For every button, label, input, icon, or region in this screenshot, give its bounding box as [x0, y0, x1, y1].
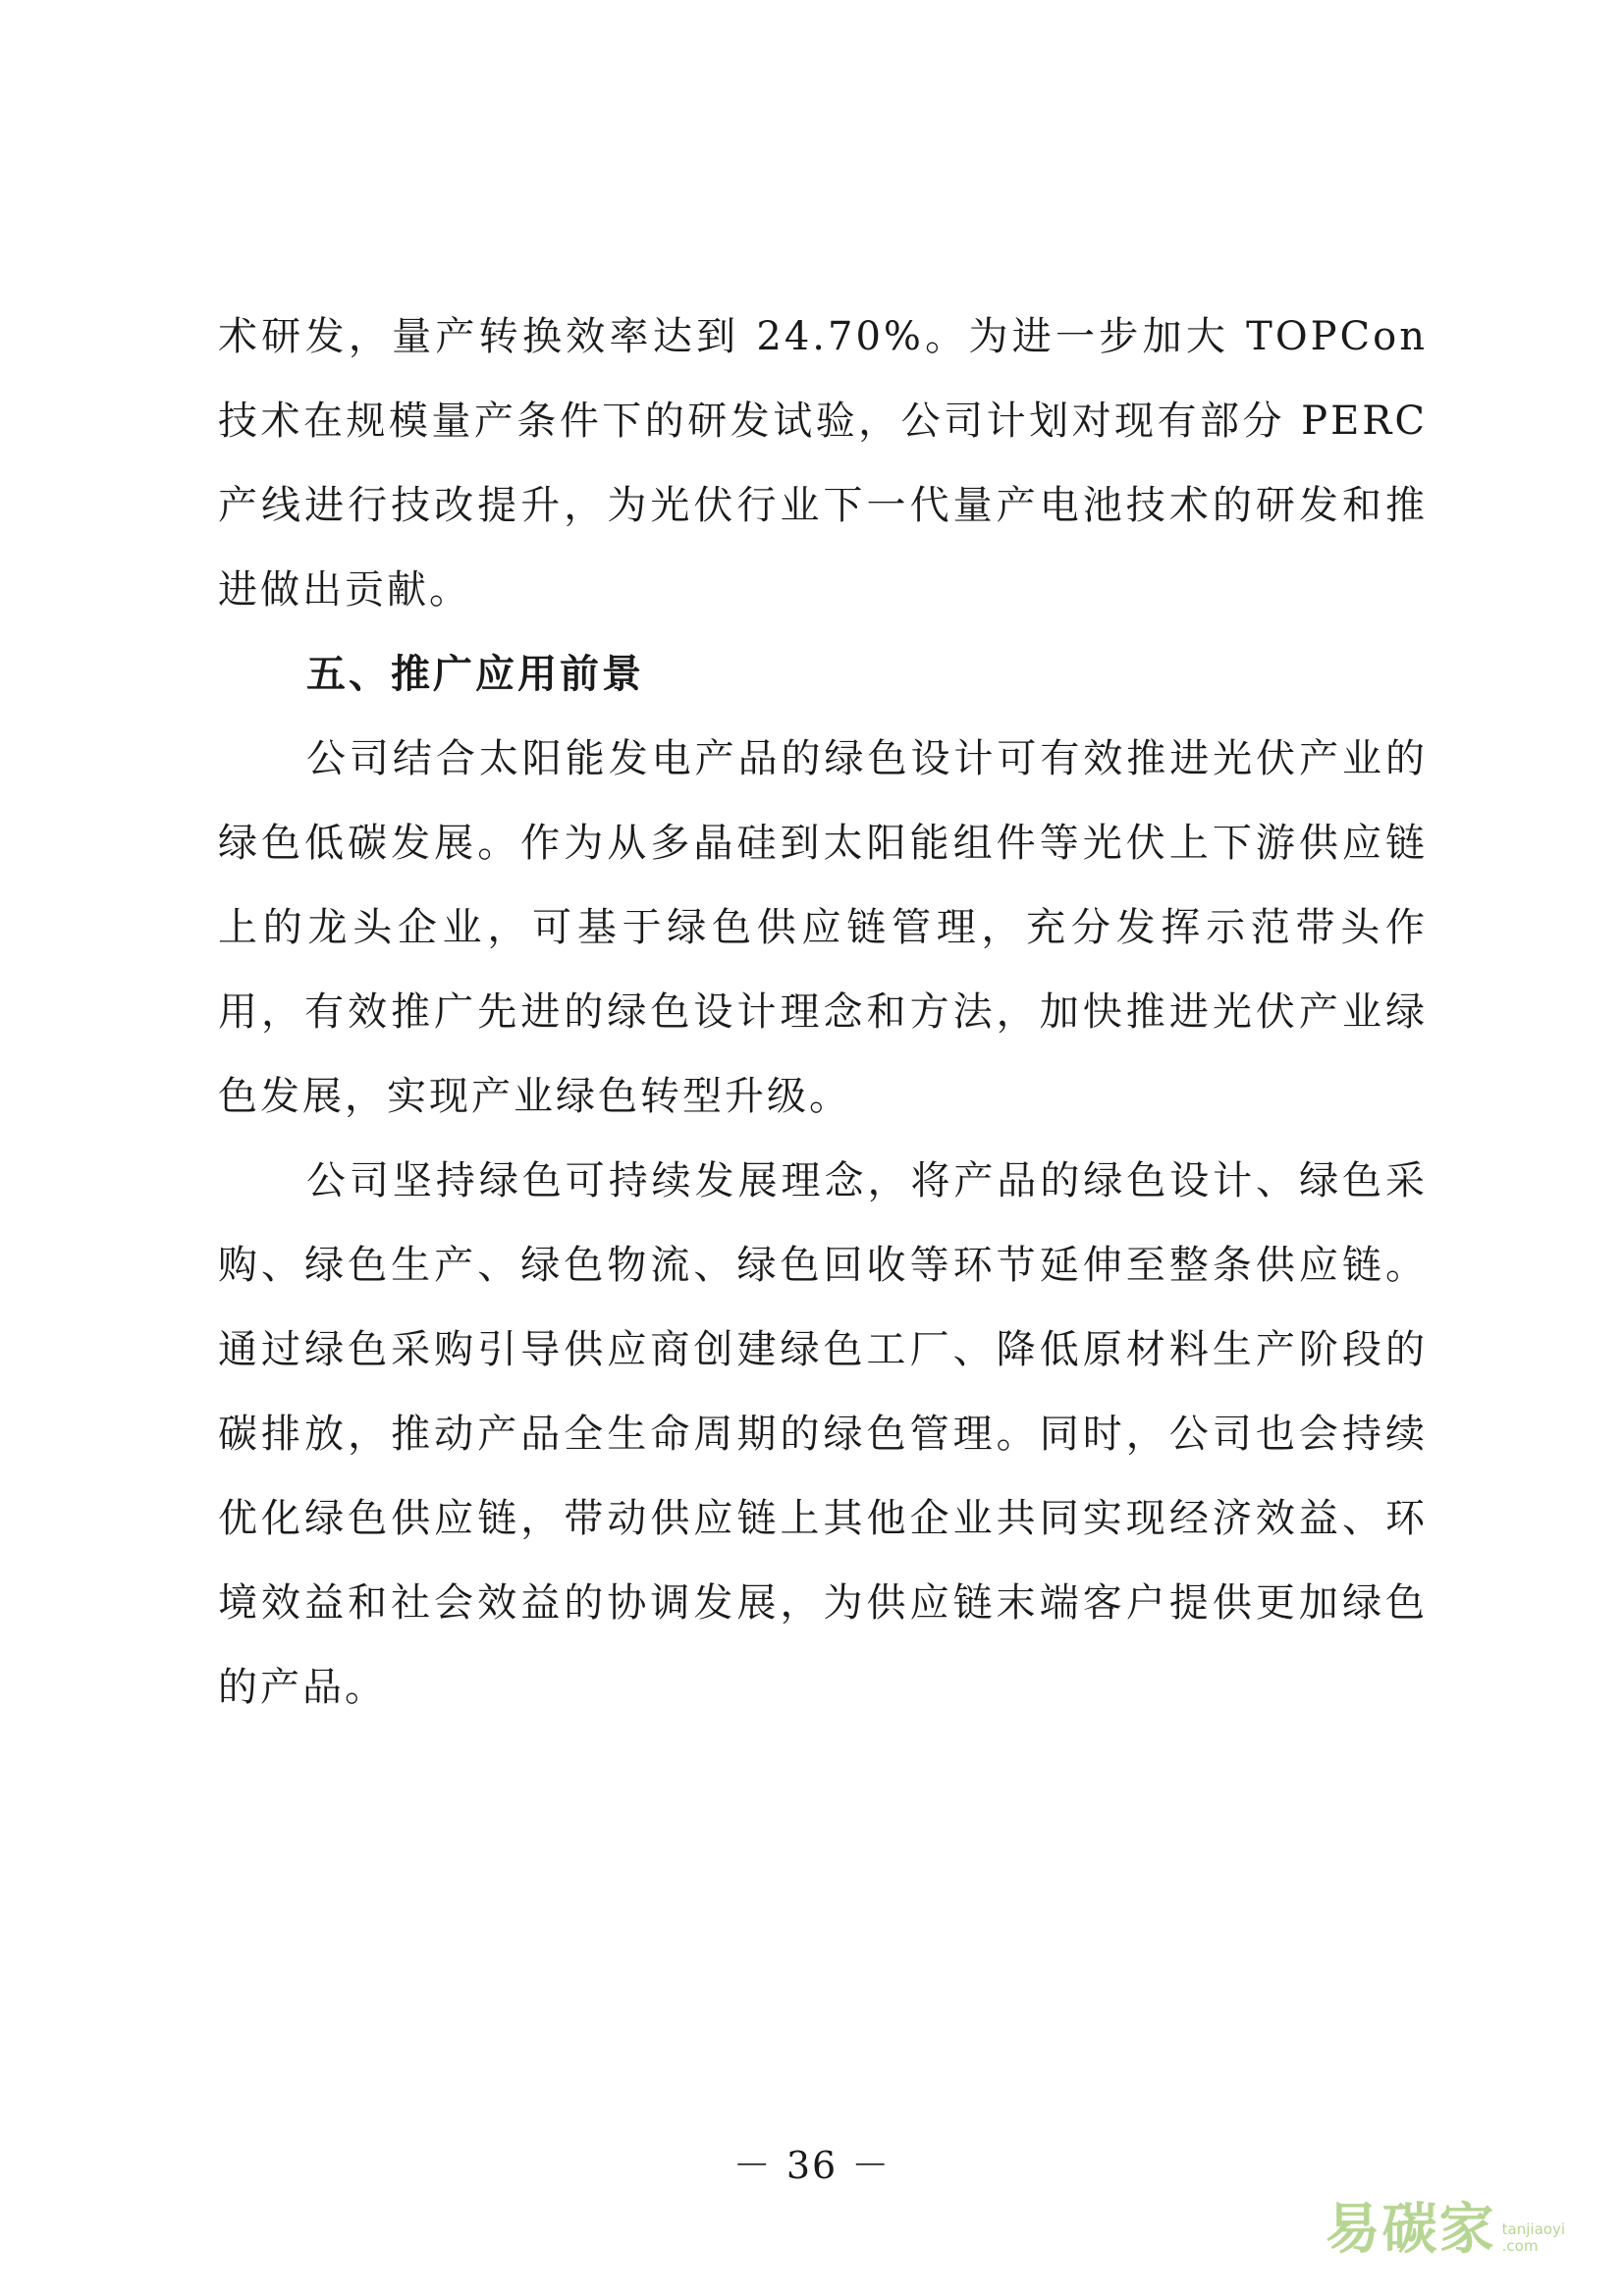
- paragraph-supply-chain: 公司坚持绿色可持续发展理念，将产品的绿色设计、绿色采购、绿色生产、绿色物流、绿色回收等环节延伸至整条供应链。通过绿色采购引导供应商创建绿色工厂、降低原材料生产阶段的碳排放，推动产品全生命周期的绿色管理。同时，公司也会持续优化绿色供应链，带动供应链上其他企业共同实现经济效益、环境效益和社会效益的协调发展，为供应链末端客户提供更加绿色的产品。: [218, 1158, 1428, 1710]
- watermark-domain-bottom: .com: [1501, 2237, 1539, 2255]
- page-number: － 36 －: [732, 2144, 892, 2187]
- watermark-domain-top: tanjiaoyi: [1501, 2220, 1565, 2238]
- paragraph-continued: 术研发，量产转换效率达到 24.70%。为进一步加大 TOPCon 技术在规模量产条件下的研发试验，公司计划对现有部分 PERC 产线进行技改提升，为光伏行业下一代量产电池技术的研发和推进做出贡献。: [218, 314, 1428, 613]
- section-heading: 五、推广应用前景: [306, 652, 644, 697]
- watermark-domain: [1502, 2221, 1565, 2255]
- document-body: [218, 294, 1428, 1730]
- watermark-mark: 易碳家: [1325, 2198, 1496, 2262]
- watermark-logo: [1326, 2186, 1565, 2265]
- paragraph-prospect: 公司结合太阳能发电产品的绿色设计可有效推进光伏产业的绿色低碳发展。作为从多晶硅到太阳能组件等光伏上下游供应链上的龙头企业，可基于绿色供应链管理，充分发挥示范带头作用，有效推广先进的绿色设计理念和方法，加快推进光伏产业绿色发展，实现产业绿色转型升级。: [218, 736, 1428, 1119]
